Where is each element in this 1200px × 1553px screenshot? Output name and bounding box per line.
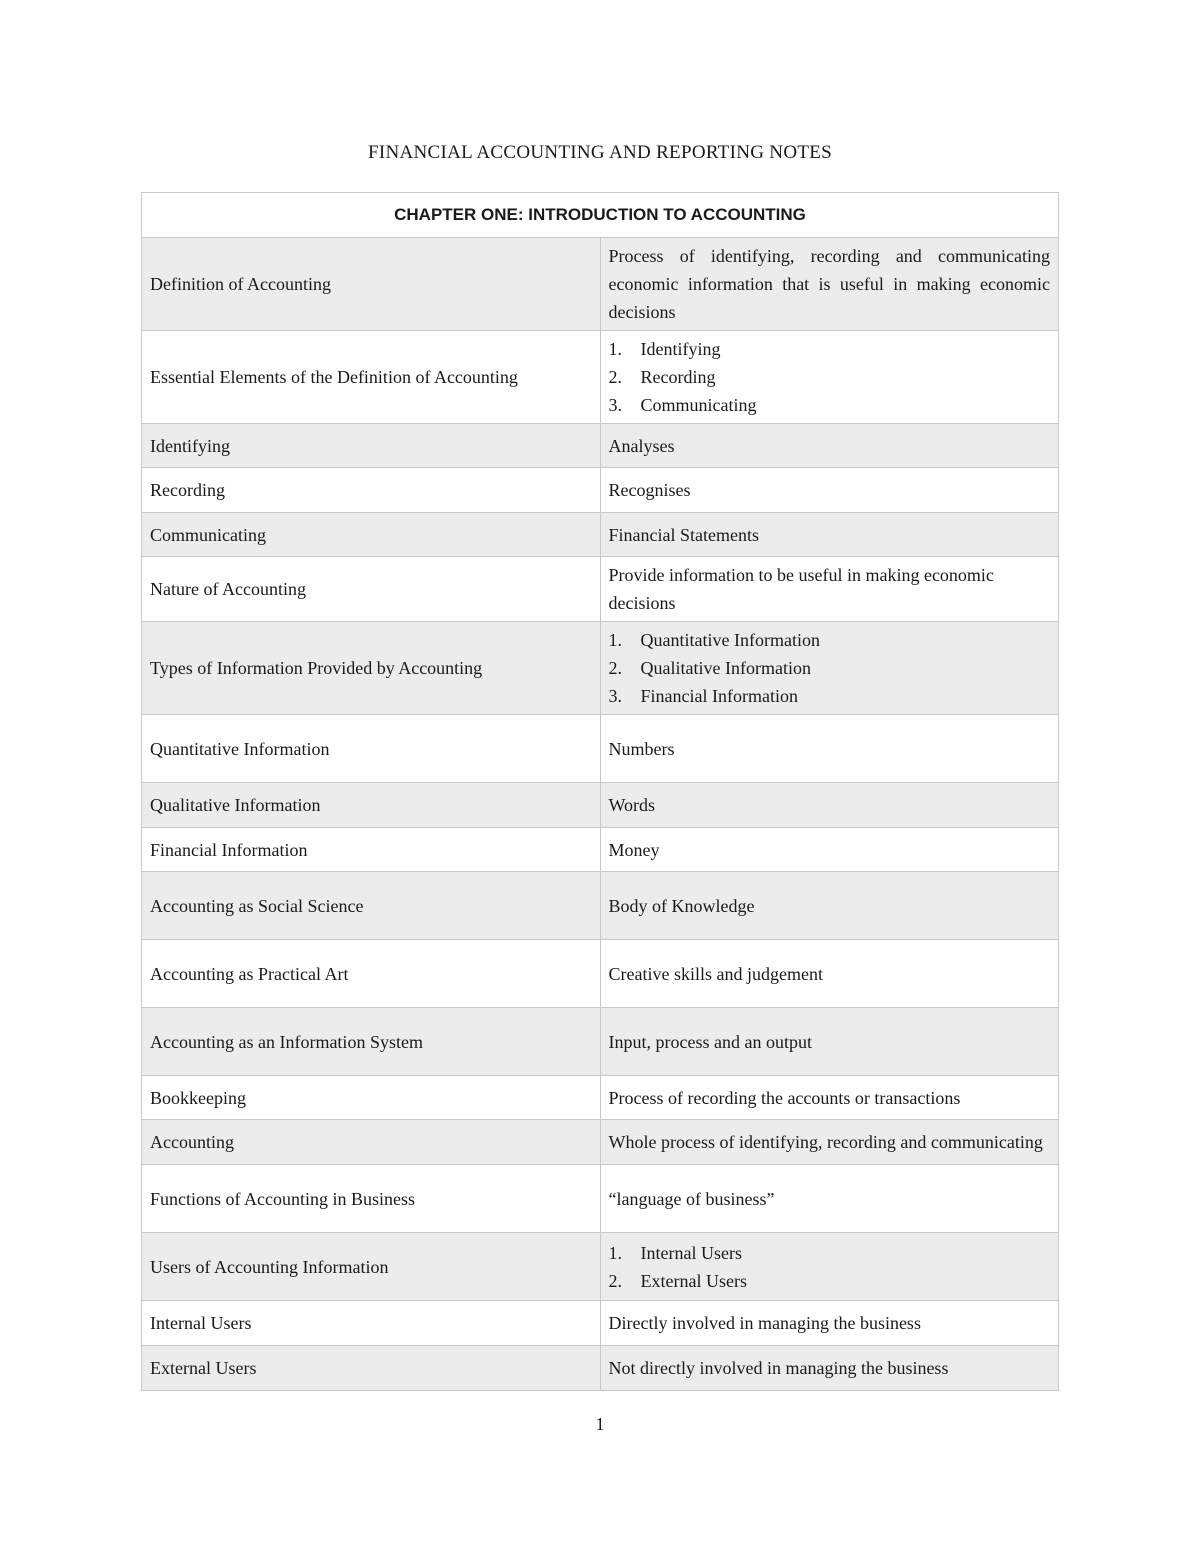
definition-cell: Numbers xyxy=(600,715,1059,783)
definition-cell: Financial Statements xyxy=(600,513,1059,557)
term-cell: Bookkeeping xyxy=(142,1076,601,1120)
definition-cell: Words xyxy=(600,783,1059,828)
table-row xyxy=(142,1346,1059,1391)
list-item: 3. Communicating xyxy=(608,395,757,415)
definition-cell: Directly involved in managing the business xyxy=(600,1301,1059,1346)
term-cell: Qualitative Information xyxy=(142,783,601,828)
term-cell: Functions of Accounting in Business xyxy=(142,1165,601,1233)
term-cell: Accounting as Practical Art xyxy=(142,940,601,1008)
table-row xyxy=(142,1076,1059,1120)
table-row xyxy=(142,557,1059,622)
term-cell: Recording xyxy=(142,468,601,513)
table-row xyxy=(142,940,1059,1008)
table-row xyxy=(142,513,1059,557)
definition-cell: Whole process of identifying, recording and communicating xyxy=(600,1120,1059,1165)
term-cell: Types of Information Provided by Accounting xyxy=(142,622,601,715)
page-title: FINANCIAL ACCOUNTING AND REPORTING NOTES xyxy=(367,142,833,163)
table-row xyxy=(142,238,1059,331)
list-item: 2. Recording xyxy=(608,367,716,387)
term-cell: Identifying xyxy=(142,424,601,468)
term-cell: Essential Elements of the Definition of Accounting xyxy=(142,331,601,424)
list-item: 1. Quantitative Information xyxy=(608,630,820,650)
table-row xyxy=(142,1120,1059,1165)
table-row xyxy=(142,331,1059,424)
definition-cell xyxy=(600,622,1059,715)
definition-cell: Input, process and an output xyxy=(600,1008,1059,1076)
term-cell: External Users xyxy=(142,1346,601,1391)
definition-cell xyxy=(600,1233,1059,1301)
term-cell: Users of Accounting Information xyxy=(142,1233,601,1301)
list-item: 1. Identifying xyxy=(608,339,721,359)
definition-cell: Analyses xyxy=(600,424,1059,468)
definition-list xyxy=(609,626,1051,710)
table-row xyxy=(142,872,1059,940)
term-cell: Accounting as an Information System xyxy=(142,1008,601,1076)
table-row xyxy=(142,783,1059,828)
definition-cell: Process of identifying, recording and communicating economic information that is useful in making economic decisions xyxy=(600,238,1059,331)
term-cell: Financial Information xyxy=(142,828,601,872)
term-cell: Nature of Accounting xyxy=(142,557,601,622)
definition-cell: Provide information to be useful in making economic decisions xyxy=(600,557,1059,622)
list-item: 3. Financial Information xyxy=(608,686,798,706)
notes-table xyxy=(141,192,1059,1391)
definition-cell: Creative skills and judgement xyxy=(600,940,1059,1008)
table-row xyxy=(142,1165,1059,1233)
table-row xyxy=(142,1301,1059,1346)
table-header-row xyxy=(142,193,1059,238)
chapter-heading: CHAPTER ONE: INTRODUCTION TO ACCOUNTING xyxy=(142,193,1059,238)
definition-cell xyxy=(600,331,1059,424)
page-number: 1 xyxy=(595,1414,605,1434)
table-row xyxy=(142,1233,1059,1301)
definition-cell: “language of business” xyxy=(600,1165,1059,1233)
definition-cell: Not directly involved in managing the business xyxy=(600,1346,1059,1391)
term-cell: Accounting as Social Science xyxy=(142,872,601,940)
list-item: 2. Qualitative Information xyxy=(608,658,811,678)
list-item: 1. Internal Users xyxy=(608,1242,742,1263)
definition-cell: Recognises xyxy=(600,468,1059,513)
table-row xyxy=(142,468,1059,513)
term-cell: Communicating xyxy=(142,513,601,557)
term-cell: Quantitative Information xyxy=(142,715,601,783)
table-row xyxy=(142,1008,1059,1076)
definition-list xyxy=(609,335,1051,419)
definition-cell: Money xyxy=(600,828,1059,872)
definition-cell: Body of Knowledge xyxy=(600,872,1059,940)
term-cell: Internal Users xyxy=(142,1301,601,1346)
table-row xyxy=(142,828,1059,872)
definition-list xyxy=(609,1239,1051,1295)
term-cell: Accounting xyxy=(142,1120,601,1165)
table-row xyxy=(142,424,1059,468)
definition-cell: Process of recording the accounts or transactions xyxy=(600,1076,1059,1120)
table-row xyxy=(142,622,1059,715)
term-cell: Definition of Accounting xyxy=(142,238,601,331)
table-row xyxy=(142,715,1059,783)
list-item: 2. External Users xyxy=(608,1270,747,1291)
